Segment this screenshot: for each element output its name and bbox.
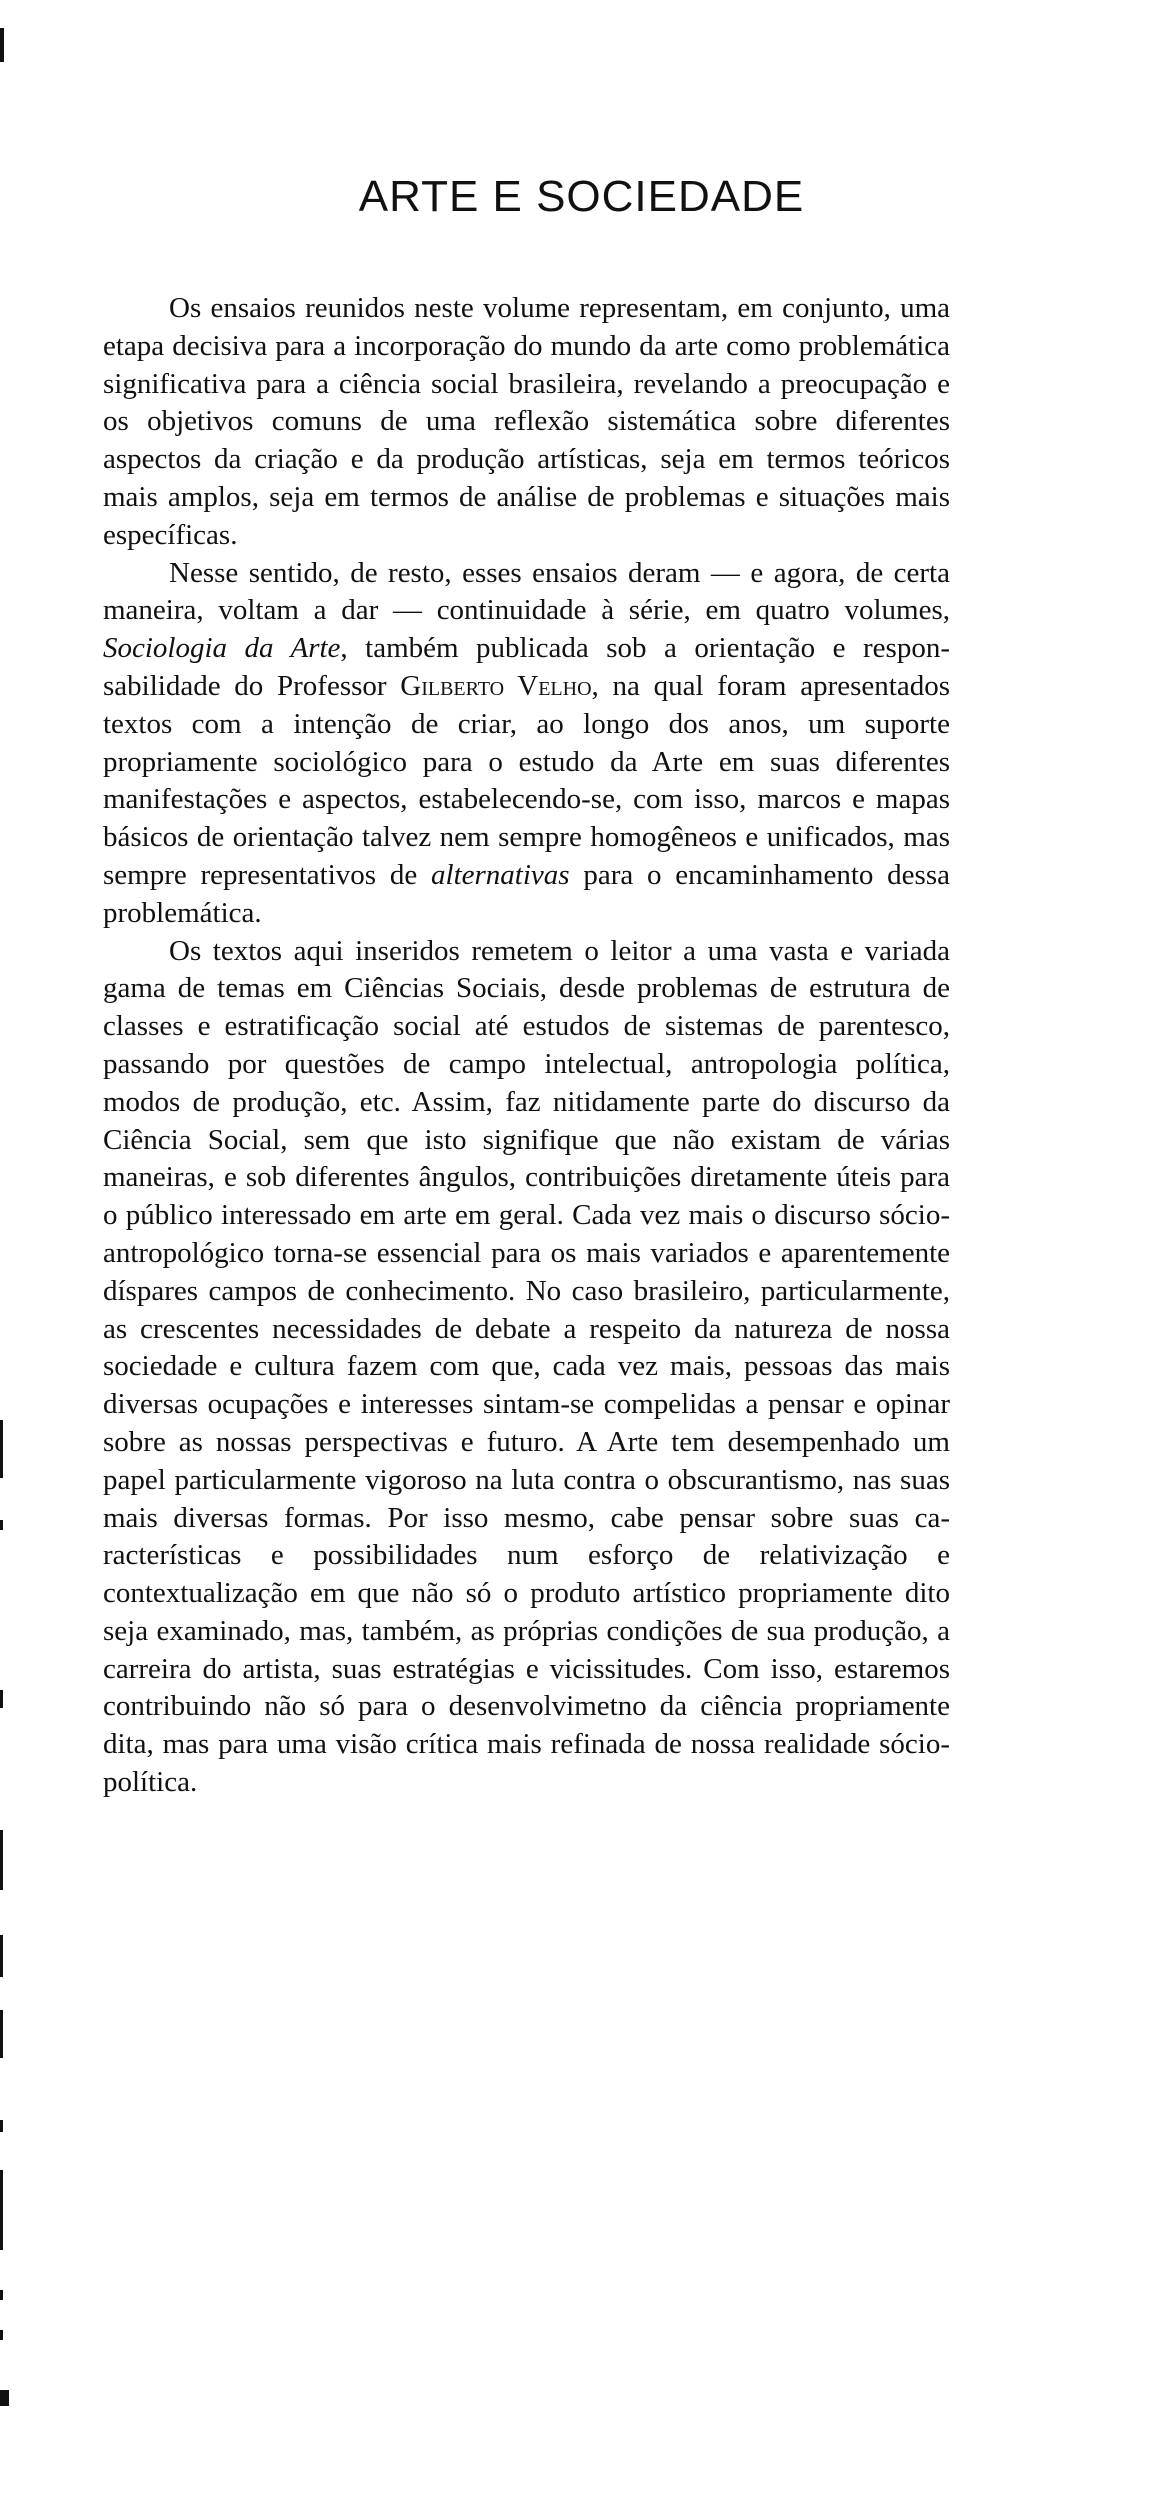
scan-edge-mark-2 [0,1520,3,1530]
scan-edge-mark-8 [0,2170,3,2250]
scan-edge-mark-5 [0,1935,3,1977]
scan-edge-mark-7 [0,2120,3,2132]
scan-edge-mark-4 [0,1830,3,1890]
scan-edge-mark-1 [0,1420,3,1478]
paragraph-1: Os ensaios reunidos neste volume representam, em conjunto, uma etapa decisiva para a incorporação do mundo da arte como problemática significativa para a ciência social brasileira, revelando a preocupação e os objetivos comuns de uma reflexão sistemática sobre diferentes aspectos da criação e da produção artísticas, seja em termos teóricos mais amplos, seja em termos de análise de problemas e situações mais específicas. [103,292,950,551]
emphasis-alternativas: alternativas [431,858,570,891]
scan-edge-mark-9 [0,2290,3,2300]
page-title: ARTE E SOCIEDADE [358,172,805,221]
paragraph-3: Os textos aqui inseridos remetem o leitor a uma vasta e variada gama de temas em Ciências Sociais, desde problemas de estrutura de classes e estratificação social até estudos de sistemas de parentesco, passando por questões de campo intelectual, antropologia política, modos de produção, etc. Assim, faz nitidamente parte do discurso da Ciência Social, sem que isto signifique que não existam de várias maneiras, e sob diferentes ângulos, contribuições diretamente úteis para o público interessado em arte em geral. Cada vez mais o discurso sócio-antropológico torna-se essencial para os mais variados e aparentemente díspares campos de conhecimento. No caso brasileiro, particularmente, as crescentes necessidades de debate a respeito da natureza de nossa sociedade e cultura fazem com que, cada vez mais, pessoas das mais diversas ocupações e interesses sintam-se compelidas a pensar e opinar sobre as nossas perspectivas e futuro. A Arte tem desempenhado um papel particularmente vigoroso na luta contra o obscurantismo, nas suas mais diversas formas. Por isso mesmo, cabe pensar sobre suas características e possibilidades num esforço de relativização e contextualização em que não só o produto artístico propriamente dito seja examinado, mas, também, as próprias condições de sua produção, a carreira do artista, suas estratégias e vicissitudes. Com isso, estaremos contribuindo não só para o desenvolvimetno da ciência propriamente dita, mas para uma visão crítica mais refinada de nossa realidade sócio-política. [103,934,950,1799]
scan-edge-mark-11 [0,2390,9,2406]
scan-edge-mark-10 [0,2330,3,2340]
paragraph-2-part-2: , também publicada sob a orientação e responsabilidade do Professor [103,632,950,702]
scan-edge-mark-top [0,28,4,62]
paragraph-2 [103,555,950,933]
scan-edge-mark-6 [0,2010,3,2058]
paragraph-2-part-3: , na qual foram apresentados textos com a intenção de criar, ao longo dos anos, um suporte propriamente sociológico para o estudo da Arte em suas diferentes manifestações e aspectos, estabelecendo-se, com isso, marcos e mapas básicos de orientação talvez nem sempre homogêneos e unificados, mas sempre representativos de [103,669,950,891]
paragraph-2-part-1: Nesse sentido, de resto, esses ensaios deram — e agora, de certa maneira, voltam a dar — continuidade à série, em quatro volumes, [103,556,950,627]
body-text [103,290,950,1802]
author-name: Gilberto Velho [400,669,592,702]
book-title: Sociologia da Arte [103,632,341,665]
scan-edge-mark-3 [0,1690,3,1708]
paragraph-2-part-4: para o encaminhamento dessa problemática. [103,858,950,929]
